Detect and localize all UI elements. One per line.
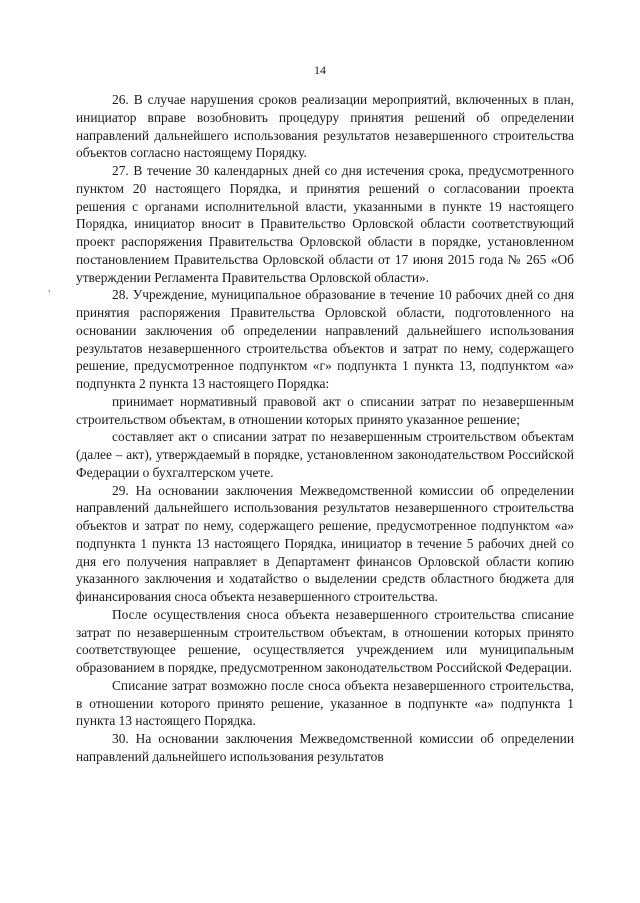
paragraph-28-item-1: принимает нормативный правовой акт о списании затрат по незавершенным строительством объектам, в отношении которых принято указанное решение; <box>76 393 574 427</box>
page-number: 14 <box>314 63 326 77</box>
margin-mark: , <box>48 283 51 294</box>
paragraph-28: 28. Учреждение, муниципальное образование в течение 10 рабочих дней со дня принятия распоряжения Правительства Орловской области, подготовленного на основании заключения об определении направлений дальнейшего использования результатов незавершенного строительства объектов и затрат по нему, содержащего решение, предусмотренное подпунктом «г» подпункта 1 пункта 13, подпунктом «а» подпункта 2 пункта 13 настоящего Порядка: <box>76 287 574 391</box>
paragraph-29-write-off: Списание затрат возможно после сноса объекта незавершенного строительства, в отношении которого принято решение, указанное в подпункте «а» подпункта 1 пункта 13 настоящего Порядка. <box>76 677 574 729</box>
paragraph-27: 27. В течение 30 календарных дней со дня истечения срока, предусмотренного пунктом 20 настоящего Порядка, и принятия решений о согласовании проекта решения с органами исполнительной власти, указанными в пункте 19 настоящего Порядка, инициатор вносит в Правительство Орловской области соответствующий проект распоряжения Правительства Орловской области в порядке, установленном постановлением Правительства Орловской области от 17 июня 2015 года № 265 «Об утверждении Регламента Правительства Орловской области». <box>76 163 574 285</box>
paragraph-30: 30. На основании заключения Межведомственной комиссии об определении направлений дальнейшего использования результатов <box>76 731 574 764</box>
paragraph-26: 26. В случае нарушения сроков реализации мероприятий, включенных в план, инициатор вправе возобновить процедуру принятия решений об определении направлений дальнейшего использования результатов незавершенного строительства объектов согласно настоящему Порядку. <box>76 92 574 161</box>
document-body <box>76 91 574 766</box>
paragraph-29-demolition: После осуществления сноса объекта незавершенного строительства списание затрат по незавершенным строительством объектам, в отношении которых принято соответствующее решение, осуществляется учреждением или муниципальным образованием в порядке, предусмотренном законодательством Российской Федерации. <box>76 606 574 675</box>
paragraph-28-item-2: составляет акт о списании затрат по незавершенным строительством объектам (далее – акт), утверждаемый в порядке, установленном законодательством Российской Федерации о бухгалтерском учете. <box>76 429 574 480</box>
paragraph-29: 29. На основании заключения Межведомственной комиссии об определении направлений дальнейшего использования результатов незавершенного строительства объектов и затрат по нему, содержащего решение, предусмотренное подпунктом «а» подпункта 1 пункта 13 настоящего Порядка, инициатор в течение 5 рабочих дней со дня его получения направляет в Департамент финансов Орловской области копию указанного заключения и ходатайство о выделении средств областного бюджета для финансирования сноса объекта незавершенного строительства. <box>76 482 574 604</box>
